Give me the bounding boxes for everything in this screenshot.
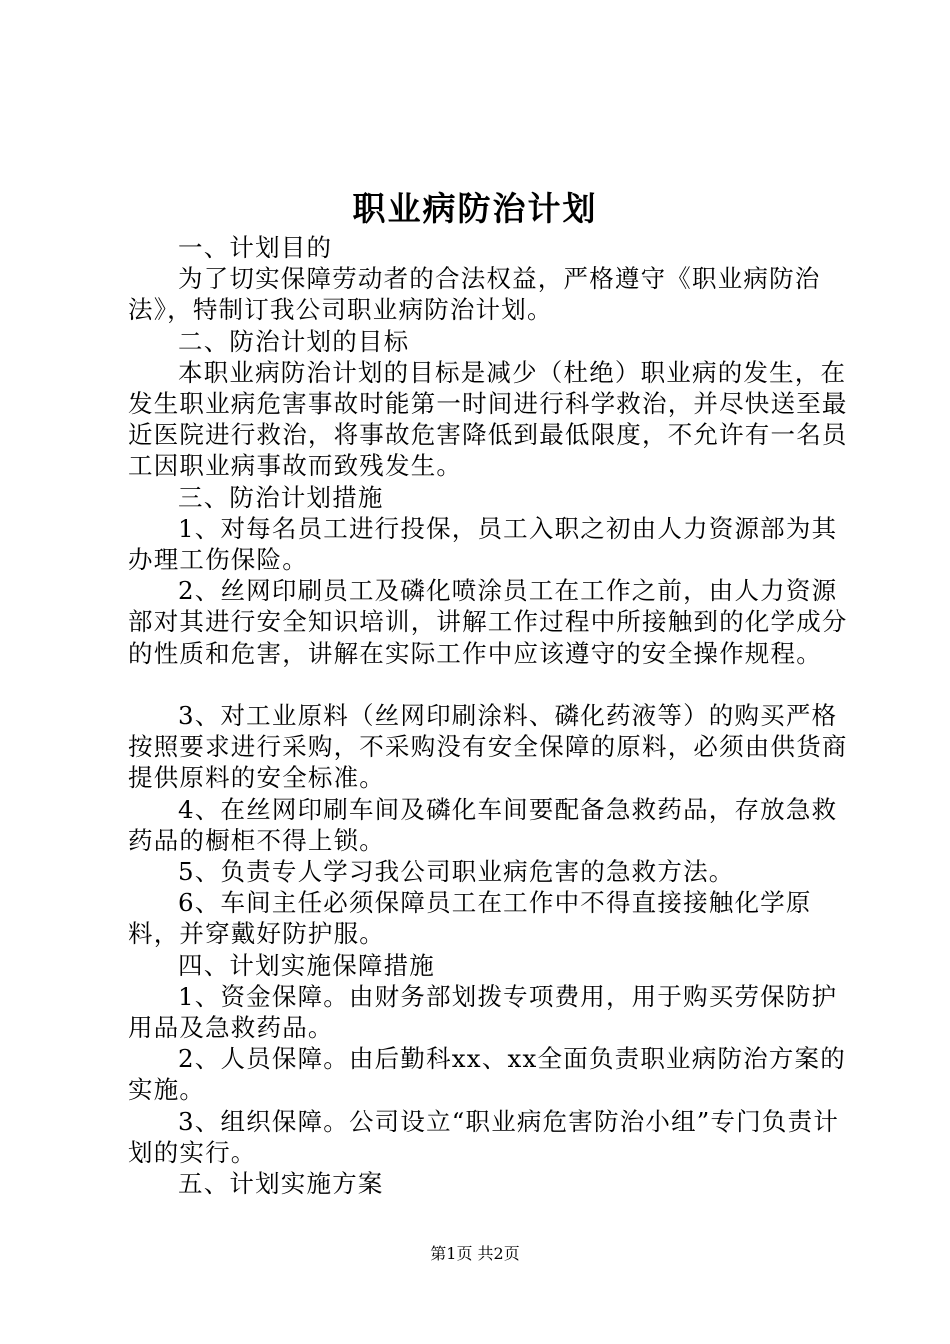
list-item: 6、车间主任必须保障员工在工作中不得直接接触化学原料，并穿戴好防护服。 <box>128 888 812 949</box>
blank-line <box>128 669 850 700</box>
list-item: 5、负责专人学习我公司职业病危害的急救方法。 <box>178 857 735 887</box>
section-heading: 二、防治计划的目标 <box>178 326 410 356</box>
section-heading: 五、计划实施方案 <box>178 1169 384 1199</box>
document-title: 职业病防治计划 <box>352 189 598 228</box>
section-heading: 三、防治计划措施 <box>178 482 384 512</box>
paragraph: 本职业病防治计划的目标是减少（杜绝）职业病的发生，在发生职业病危害事故时能第一时间进行科学救治，并尽快送至最近医院进行救治，将事故危害降低到最低限度，不允许有一名员工因职业病事故而致残发生。 <box>128 357 848 481</box>
list-item: 1、对每名员工进行投保，员工入职之初由人力资源部为其办理工伤保险。 <box>128 513 838 575</box>
list-item: 2、人员保障。由后勤科xx、xx全面负责职业病防治方案的实施。 <box>128 1044 846 1105</box>
list-item: 4、在丝网印刷车间及磷化车间要配备急救药品，存放急救药品的橱柜不得上锁。 <box>128 794 838 855</box>
paragraph: 为了切实保障劳动者的合法权益，严格遵守《职业病防治法》，特制订我公司职业病防治计划。 <box>128 264 821 325</box>
list-item: 2、丝网印刷员工及磷化喷涂员工在工作之前，由人力资源部对其进行安全知识培训，讲解工作过程中所接触到的化学成分的性质和危害，讲解在实际工作中应该遵守的安全操作规程。 <box>128 576 848 668</box>
section-heading: 四、计划实施保障措施 <box>178 950 435 980</box>
list-item: 3、组织保障。公司设立“职业病危害防治小组”专门负责计划的实行。 <box>128 1106 840 1167</box>
document-body <box>128 232 850 1199</box>
list-item: 3、对工业原料（丝网印刷涂料、磷化药液等）的购买严格按照要求进行采购，不采购没有安全保障的原料，必须由供货商提供原料的安全标准。 <box>128 701 848 793</box>
section-heading: 一、计划目的 <box>178 233 333 262</box>
list-item: 1、资金保障。由财务部划拨专项费用，用于购买劳保防护用品及急救药品。 <box>128 981 838 1043</box>
page-footer: 第1页 共2页 <box>430 1244 520 1263</box>
